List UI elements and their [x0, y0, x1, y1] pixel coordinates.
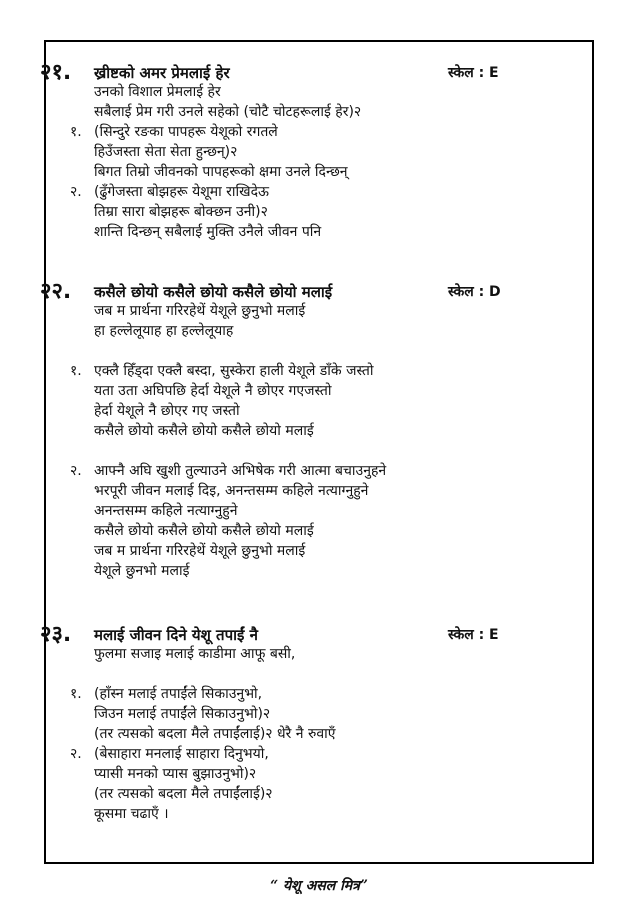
lyric-text: यता उता अघिपछि हेर्दा येशूले नै छोएर गएजस्तो [94, 383, 332, 399]
lyric-text: (बेसाहारा मनलाई साहारा दिनुभयो, [94, 746, 269, 762]
song-title: कसैले छोयो कसैले छोयो कसैले छोयो मलाई [94, 283, 333, 301]
lyric-text: प्यासी मनको प्यास बुझाउनुभो)२ [94, 766, 257, 782]
song-title: ख्रीष्टको अमर प्रेमलाई हेर [94, 64, 230, 82]
lyric-text: जब म प्रार्थना गरिरहेथें येशूले छुनुभो मलाई [94, 543, 306, 559]
lyric-text: सबैलाई प्रेम गरी उनले सहेको (चोटै चोटहरूलाई हेर)२ [94, 104, 362, 120]
lyric-text: (ढुँगेजस्ता बोझहरू येशूमा राखिदेऊ [94, 184, 270, 200]
lyric-text: एक्लै हिँड्दा एक्लै बस्दा, सुस्केरा हाली येशूले डाँके जस्तो [94, 363, 374, 379]
lyric-text: उनको विशाल प्रेमलाई हेर [94, 84, 221, 100]
song-number: २१. [40, 60, 72, 85]
lyric-text: (सिन्दुरे रङका पापहरू येशूको रगतले [94, 124, 278, 140]
lyric-text: (तर त्यसको बदला मैले तपाईंलाई)२ धेरै नै रुवाएँ [94, 726, 336, 742]
lyric-text: हिउँजस्ता सेता सेता हुन्छन्)२ [94, 144, 238, 160]
verse-number: १. [70, 686, 82, 702]
lyric-text: हेर्दा येशूले नै छोएर गए जस्तो [94, 403, 240, 419]
lyric-text: शान्ति दिन्छन् सबैलाई मुक्ति उनैले जीवन पनि [94, 224, 322, 240]
lyric-text: (तर त्यसको बदला मैले तपाईंलाई)२ [94, 786, 273, 802]
lyric-text: आफ्नै अघि खुशी तुल्याउने अभिषेक गरी आत्मा बचाउनुहने [94, 463, 387, 479]
verse-number: २. [70, 746, 82, 762]
verse-number: २. [70, 463, 82, 479]
song-scale: स्केल : E [448, 65, 499, 81]
lyric-text: तिम्रा सारा बोझहरू बोक्छन उनी)२ [94, 204, 268, 220]
lyric-text: भरपूरी जीवन मलाई दिइ, अनन्तसम्म कहिले नत्याग्नुहुने [94, 483, 369, 499]
verse-number: १. [70, 363, 82, 379]
lyric-text: कसैले छोयो कसैले छोयो कसैले छोयो मलाई [94, 523, 314, 539]
verse-number: २. [70, 184, 82, 200]
song-scale: स्केल : E [448, 627, 499, 643]
lyric-text: येशूले छुनभो मलाई [94, 563, 190, 579]
verse-number: १. [70, 124, 82, 140]
lyric-text: अनन्तसम्म कहिले नत्याग्नुहुने [94, 503, 238, 519]
song-scale: स्केल : D [448, 284, 501, 300]
song-title: मलाई जीवन दिने येशू तपाईं नै [94, 626, 258, 644]
lyric-text: कूसमा चढाएँ । [94, 806, 169, 822]
lyric-text: बिगत तिम्रो जीवनको पापहरूको क्षमा उनले दिन्छन् [94, 164, 348, 180]
lyric-text: हा हल्लेलूयाह हा हल्लेलूयाह [94, 323, 234, 339]
lyric-text: कसैले छोयो कसैले छोयो कसैले छोयो मलाई [94, 423, 314, 439]
footer-caption: “ येशू असल मित्र” [270, 878, 368, 894]
lyric-text: (हाँस्न मलाई तपाईंले सिकाउनुभो, [94, 686, 263, 702]
lyric-text: जब म प्रार्थना गरिरहेथें येशूले छुनुभो मलाई [94, 303, 306, 319]
lyric-text: जिउन मलाई तपाईंले सिकाउनुभो)२ [94, 706, 271, 722]
lyric-text: फुलमा सजाइ मलाई काडीमा आफू बसी, [94, 646, 296, 662]
song-number: २३. [40, 622, 72, 647]
song-number: २२. [40, 279, 72, 304]
